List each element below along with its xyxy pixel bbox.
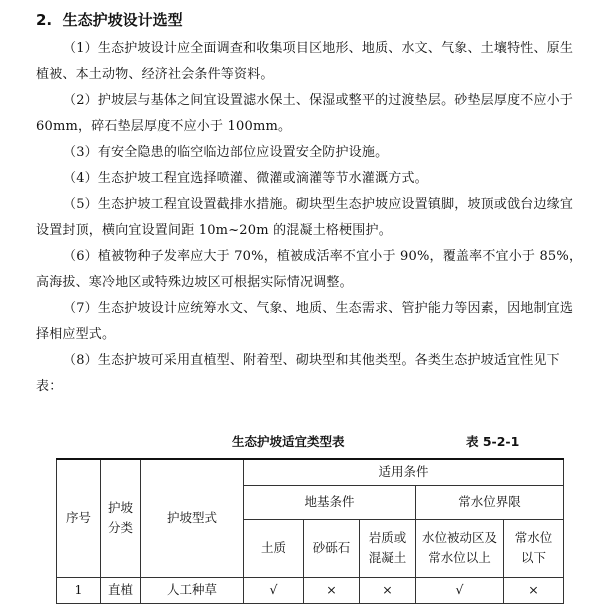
cell-seq: 1 bbox=[57, 577, 101, 603]
paragraph-6: （6）植被物种子发率应大于 70%，植被成活率不宜小于 90%，覆盖率不宜小于 85%，高海拔、寒冷地区或特殊边坡区可根据实际情况调整。 bbox=[36, 249, 583, 290]
table-row bbox=[57, 577, 564, 603]
header-below: 常水位以下 bbox=[504, 519, 564, 577]
header-soil: 土质 bbox=[244, 519, 304, 577]
paragraph-2: （2）护坡层与基体之间宜设置滤水保土、保湿或整平的过渡垫层。砂垫层厚度不应小于 60mm，碎石垫层厚度不应小于 100mm。 bbox=[36, 93, 574, 134]
table-caption-number: 表 5-2-1 bbox=[466, 434, 520, 449]
cell-fluct: √ bbox=[416, 577, 504, 603]
paragraph-8: （8）生态护坡可采用直植型、附着型、砌块型和其他类型。各类生态护坡适宜性见下表： bbox=[36, 353, 560, 394]
header-category: 护坡分类 bbox=[101, 459, 141, 577]
cell-below: × bbox=[504, 577, 564, 603]
header-form: 护坡型式 bbox=[141, 459, 244, 577]
cell-gravel: × bbox=[304, 577, 360, 603]
header-gravel: 砂砾石 bbox=[304, 519, 360, 577]
header-rock: 岩质或混凝土 bbox=[360, 519, 416, 577]
cell-rock: × bbox=[360, 577, 416, 603]
section-number: 2. bbox=[36, 11, 53, 29]
header-applicable: 适用条件 bbox=[244, 459, 564, 485]
header-fluct: 水位被动区及常水位以上 bbox=[416, 519, 504, 577]
paragraph-1: （1）生态护坡设计应全面调查和收集项目区地形、地质、水文、气象、土壤特性、原生植被、本土动物、经济社会条件等资料。 bbox=[36, 41, 574, 82]
cell-form: 人工种草 bbox=[141, 577, 244, 603]
paragraph-7: （7）生态护坡设计应统筹水文、气象、地质、生态需求、管护能力等因素，因地制宜选择相应型式。 bbox=[36, 301, 574, 342]
section-heading bbox=[36, 9, 183, 30]
header-water: 常水位界限 bbox=[416, 485, 564, 519]
cell-soil: √ bbox=[244, 577, 304, 603]
cell-category: 直植 bbox=[101, 577, 141, 603]
paragraph-3: （3）有安全隐患的临空临边部位应设置安全防护设施。 bbox=[63, 145, 389, 160]
header-foundation: 地基条件 bbox=[244, 485, 416, 519]
header-seq: 序号 bbox=[57, 459, 101, 577]
paragraph-4: （4）生态护坡工程宜选择喷灌、微灌或滴灌等节水灌溉方式。 bbox=[63, 171, 428, 186]
section-title: 生态护坡设计选型 bbox=[62, 11, 183, 29]
paragraph-5: （5）生态护坡工程宜设置截排水措施。砌块型生态护坡应设置镇脚，坡顶或戗台边缘宜设置封顶，横向宜设置间距 10m~20m 的混凝土格梗围护。 bbox=[36, 197, 574, 238]
suitability-table bbox=[56, 458, 564, 604]
table-caption-title: 生态护坡适宜类型表 bbox=[232, 434, 345, 449]
